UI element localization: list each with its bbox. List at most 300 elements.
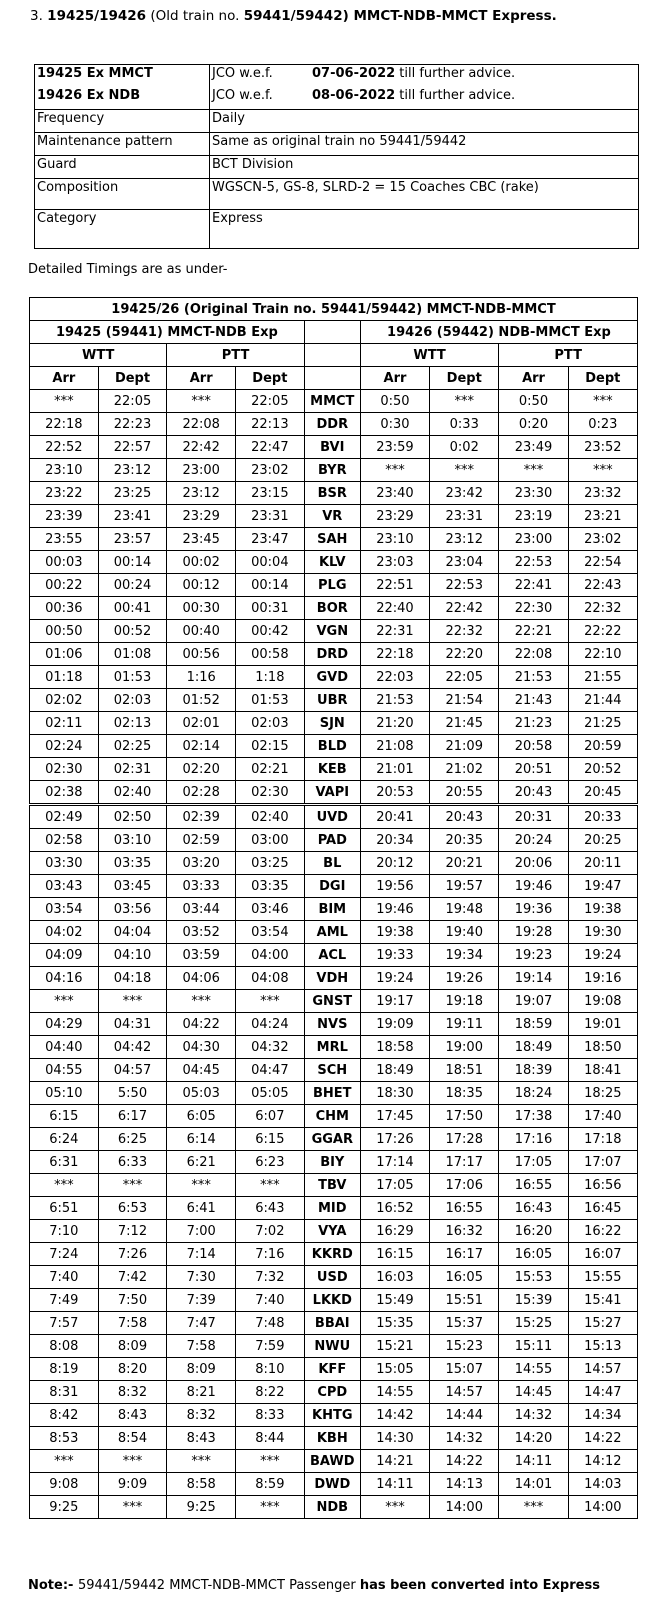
up-ptt-arr: 18:49 — [499, 1036, 568, 1059]
down-wtt-arr: 00:03 — [30, 551, 99, 574]
table-row — [30, 712, 638, 735]
up-ptt-arr: 19:14 — [499, 967, 568, 990]
station-code: DRD — [304, 643, 360, 666]
up-ptt-dept: 16:07 — [568, 1243, 637, 1266]
down-wtt-arr: 22:18 — [30, 413, 99, 436]
up-ptt-dept: 14:47 — [568, 1381, 637, 1404]
up-ptt-dept: 18:41 — [568, 1059, 637, 1082]
down-ptt-dept: 00:14 — [236, 574, 305, 597]
up-wtt-dept: 16:17 — [430, 1243, 499, 1266]
page-title: 3. 19425/19426 (Old train no. 59441/59442) MMCT-NDB-MMCT Express. — [30, 8, 557, 24]
down-wtt-dept: 23:41 — [98, 505, 167, 528]
station-code: AML — [304, 921, 360, 944]
up-wtt-arr: 19:33 — [360, 944, 429, 967]
station-code: DDR — [304, 413, 360, 436]
station-code: BIY — [304, 1151, 360, 1174]
down-ptt-dept: 00:04 — [236, 551, 305, 574]
down-wtt-arr: 8:08 — [30, 1335, 99, 1358]
table-row — [30, 1335, 638, 1358]
station-code: ACL — [304, 944, 360, 967]
up-wtt-arr: 19:17 — [360, 990, 429, 1013]
up-wtt-arr: 22:51 — [360, 574, 429, 597]
down-ptt-arr: 02:28 — [167, 781, 236, 805]
down-ptt-dept: 6:15 — [236, 1128, 305, 1151]
station-code: BL — [304, 852, 360, 875]
up-ptt-dept: 19:24 — [568, 944, 637, 967]
down-ptt-dept: 02:21 — [236, 758, 305, 781]
down-wtt-arr: 02:38 — [30, 781, 99, 805]
up-ptt-arr: 17:38 — [499, 1105, 568, 1128]
down-ptt-dept: 23:31 — [236, 505, 305, 528]
station-code: BLD — [304, 735, 360, 758]
up-ptt-dept: 20:11 — [568, 852, 637, 875]
table-row — [30, 1174, 638, 1197]
table-row — [30, 1059, 638, 1082]
up-wtt-arr: 16:15 — [360, 1243, 429, 1266]
down-ptt-arr: 04:06 — [167, 967, 236, 990]
up-wtt-dept: 18:51 — [430, 1059, 499, 1082]
up-ptt-dept: 20:33 — [568, 805, 637, 829]
table-row — [30, 1381, 638, 1404]
down-wtt-arr: 02:58 — [30, 829, 99, 852]
down-ptt-dept: 04:08 — [236, 967, 305, 990]
down-wtt-dept: 7:26 — [98, 1243, 167, 1266]
station-code: GVD — [304, 666, 360, 689]
down-wtt-dept: 7:50 — [98, 1289, 167, 1312]
table-row — [30, 643, 638, 666]
up-wtt-dept: 17:28 — [430, 1128, 499, 1151]
down-wtt-dept: 01:08 — [98, 643, 167, 666]
down-ptt-arr: 8:43 — [167, 1427, 236, 1450]
down-wtt-dept: 01:53 — [98, 666, 167, 689]
up-ptt-dept: *** — [568, 390, 637, 413]
up-ptt-dept: 17:40 — [568, 1105, 637, 1128]
down-ptt-dept: 00:58 — [236, 643, 305, 666]
down-wtt-dept: 00:41 — [98, 597, 167, 620]
down-wtt-arr: 6:51 — [30, 1197, 99, 1220]
up-ptt-dept: 19:47 — [568, 875, 637, 898]
down-ptt-arr: 00:56 — [167, 643, 236, 666]
up-ptt-arr: *** — [499, 459, 568, 482]
up-wtt-arr: 21:20 — [360, 712, 429, 735]
station-code: SCH — [304, 1059, 360, 1082]
down-ptt-dept: 8:22 — [236, 1381, 305, 1404]
down-wtt-dept: 6:17 — [98, 1105, 167, 1128]
table-row — [30, 1358, 638, 1381]
down-wtt-arr: 00:50 — [30, 620, 99, 643]
down-ptt-dept: 7:02 — [236, 1220, 305, 1243]
right-ptt-header: PTT — [499, 344, 638, 367]
up-wtt-dept: 20:21 — [430, 852, 499, 875]
up-ptt-dept: 14:00 — [568, 1496, 637, 1519]
down-wtt-arr: 04:02 — [30, 921, 99, 944]
info-label: Composition — [35, 179, 210, 210]
up-wtt-arr: 15:49 — [360, 1289, 429, 1312]
down-ptt-arr: 02:20 — [167, 758, 236, 781]
down-wtt-dept: 6:53 — [98, 1197, 167, 1220]
up-ptt-arr: 19:36 — [499, 898, 568, 921]
up-wtt-dept: 19:34 — [430, 944, 499, 967]
down-ptt-dept: 8:33 — [236, 1404, 305, 1427]
up-ptt-arr: 22:21 — [499, 620, 568, 643]
table-row — [30, 1220, 638, 1243]
down-ptt-arr: 02:39 — [167, 805, 236, 829]
down-ptt-dept: 7:32 — [236, 1266, 305, 1289]
station-code: BOR — [304, 597, 360, 620]
train-19426-jco: JCO w.e.f. 08-06-2022 till further advice. — [210, 87, 639, 110]
up-ptt-arr: 17:16 — [499, 1128, 568, 1151]
up-wtt-dept: 19:26 — [430, 967, 499, 990]
down-ptt-arr: 23:12 — [167, 482, 236, 505]
down-wtt-dept: 04:42 — [98, 1036, 167, 1059]
down-wtt-arr: 22:52 — [30, 436, 99, 459]
down-ptt-arr: *** — [167, 1450, 236, 1473]
up-ptt-dept: 22:22 — [568, 620, 637, 643]
col-arr: Arr — [360, 367, 429, 390]
up-ptt-arr: 21:43 — [499, 689, 568, 712]
up-wtt-dept: 17:06 — [430, 1174, 499, 1197]
up-ptt-dept: 23:52 — [568, 436, 637, 459]
down-ptt-dept: 8:59 — [236, 1473, 305, 1496]
up-wtt-dept: 20:43 — [430, 805, 499, 829]
down-ptt-dept: 7:16 — [236, 1243, 305, 1266]
station-code: DWD — [304, 1473, 360, 1496]
up-wtt-dept: 15:51 — [430, 1289, 499, 1312]
table-row — [30, 1105, 638, 1128]
up-ptt-dept: 19:01 — [568, 1013, 637, 1036]
up-ptt-arr: 19:23 — [499, 944, 568, 967]
table-row — [30, 1243, 638, 1266]
down-wtt-dept: 5:50 — [98, 1082, 167, 1105]
info-label: Category — [35, 210, 210, 249]
table-row — [30, 852, 638, 875]
timings-body — [30, 390, 638, 1519]
down-wtt-arr: 6:31 — [30, 1151, 99, 1174]
down-wtt-arr: 7:49 — [30, 1289, 99, 1312]
down-ptt-dept: 00:42 — [236, 620, 305, 643]
down-ptt-dept: 02:15 — [236, 735, 305, 758]
up-wtt-arr: 16:29 — [360, 1220, 429, 1243]
table-row — [30, 1128, 638, 1151]
station-code: UBR — [304, 689, 360, 712]
down-wtt-dept: 03:56 — [98, 898, 167, 921]
down-ptt-dept: 04:47 — [236, 1059, 305, 1082]
down-wtt-arr: 7:24 — [30, 1243, 99, 1266]
up-wtt-dept: 21:54 — [430, 689, 499, 712]
up-ptt-arr: 20:51 — [499, 758, 568, 781]
table-row — [30, 781, 638, 805]
down-wtt-arr: 04:29 — [30, 1013, 99, 1036]
table-row — [30, 390, 638, 413]
down-ptt-arr: 8:21 — [167, 1381, 236, 1404]
down-ptt-dept: 22:47 — [236, 436, 305, 459]
info-label: Maintenance pattern — [35, 133, 210, 156]
up-ptt-arr: 16:55 — [499, 1174, 568, 1197]
table-row — [30, 758, 638, 781]
up-wtt-arr: *** — [360, 1496, 429, 1519]
up-wtt-dept: 17:50 — [430, 1105, 499, 1128]
down-wtt-dept: 9:09 — [98, 1473, 167, 1496]
up-wtt-dept: 21:02 — [430, 758, 499, 781]
table-row — [30, 898, 638, 921]
table-row — [30, 944, 638, 967]
down-ptt-arr: 01:52 — [167, 689, 236, 712]
up-wtt-arr: 20:34 — [360, 829, 429, 852]
up-ptt-dept: 23:32 — [568, 482, 637, 505]
down-wtt-dept: 02:03 — [98, 689, 167, 712]
up-ptt-dept: 23:02 — [568, 528, 637, 551]
down-ptt-dept: 03:25 — [236, 852, 305, 875]
up-ptt-arr: 19:07 — [499, 990, 568, 1013]
station-code: KFF — [304, 1358, 360, 1381]
right-train-title: 19426 (59442) NDB-MMCT Exp — [360, 321, 637, 344]
station-code: BYR — [304, 459, 360, 482]
down-wtt-dept: 22:05 — [98, 390, 167, 413]
down-wtt-arr: 7:10 — [30, 1220, 99, 1243]
down-wtt-dept: 6:33 — [98, 1151, 167, 1174]
down-wtt-dept: 03:10 — [98, 829, 167, 852]
down-wtt-arr: 02:11 — [30, 712, 99, 735]
up-ptt-arr: 22:08 — [499, 643, 568, 666]
up-ptt-dept: 21:55 — [568, 666, 637, 689]
up-wtt-arr: 20:41 — [360, 805, 429, 829]
up-ptt-arr: 21:53 — [499, 666, 568, 689]
up-ptt-arr: 20:31 — [499, 805, 568, 829]
up-ptt-arr: 15:39 — [499, 1289, 568, 1312]
down-ptt-arr: 02:14 — [167, 735, 236, 758]
down-wtt-dept: 02:50 — [98, 805, 167, 829]
up-ptt-dept: 14:03 — [568, 1473, 637, 1496]
up-ptt-dept: 22:32 — [568, 597, 637, 620]
table-row — [30, 528, 638, 551]
station-code: KKRD — [304, 1243, 360, 1266]
down-ptt-arr: 04:45 — [167, 1059, 236, 1082]
station-code: GGAR — [304, 1128, 360, 1151]
down-ptt-dept: 03:35 — [236, 875, 305, 898]
table-row — [30, 1404, 638, 1427]
up-ptt-dept: 19:30 — [568, 921, 637, 944]
table-row — [30, 990, 638, 1013]
up-wtt-dept: 16:55 — [430, 1197, 499, 1220]
down-wtt-dept: 04:10 — [98, 944, 167, 967]
timings-table — [29, 297, 638, 1519]
station-code: NDB — [304, 1496, 360, 1519]
station-code: KLV — [304, 551, 360, 574]
table-row — [30, 829, 638, 852]
station-code: BIM — [304, 898, 360, 921]
up-wtt-dept: 23:42 — [430, 482, 499, 505]
table-row — [30, 666, 638, 689]
table-row — [30, 967, 638, 990]
up-wtt-arr: 23:29 — [360, 505, 429, 528]
info-row-guard — [35, 156, 639, 179]
up-ptt-dept: 17:07 — [568, 1151, 637, 1174]
up-ptt-arr: 15:11 — [499, 1335, 568, 1358]
station-code: BAWD — [304, 1450, 360, 1473]
up-wtt-arr: 19:24 — [360, 967, 429, 990]
timings-title: 19425/26 (Original Train no. 59441/59442) MMCT-NDB-MMCT — [30, 298, 638, 321]
down-ptt-arr: 03:59 — [167, 944, 236, 967]
up-ptt-dept: 17:18 — [568, 1128, 637, 1151]
table-row — [30, 805, 638, 829]
station-code: UVD — [304, 805, 360, 829]
up-ptt-dept: 21:25 — [568, 712, 637, 735]
down-ptt-arr: 8:09 — [167, 1358, 236, 1381]
down-ptt-dept: 6:43 — [236, 1197, 305, 1220]
up-ptt-arr: 20:58 — [499, 735, 568, 758]
down-wtt-dept: 00:24 — [98, 574, 167, 597]
col-dept: Dept — [430, 367, 499, 390]
up-ptt-dept: 23:21 — [568, 505, 637, 528]
table-row — [30, 1036, 638, 1059]
up-wtt-arr: 20:12 — [360, 852, 429, 875]
up-wtt-dept: 22:05 — [430, 666, 499, 689]
up-wtt-arr: 23:03 — [360, 551, 429, 574]
table-row — [30, 1473, 638, 1496]
up-wtt-dept: *** — [430, 390, 499, 413]
down-wtt-dept: *** — [98, 990, 167, 1013]
station-code: KEB — [304, 758, 360, 781]
up-ptt-dept: 15:55 — [568, 1266, 637, 1289]
down-ptt-arr: *** — [167, 1174, 236, 1197]
station-code: USD — [304, 1266, 360, 1289]
down-ptt-arr: 7:00 — [167, 1220, 236, 1243]
down-wtt-dept: 23:12 — [98, 459, 167, 482]
up-wtt-dept: 19:00 — [430, 1036, 499, 1059]
down-ptt-arr: 03:20 — [167, 852, 236, 875]
up-ptt-arr: 14:55 — [499, 1358, 568, 1381]
down-ptt-dept: 1:18 — [236, 666, 305, 689]
up-ptt-dept: 16:45 — [568, 1197, 637, 1220]
info-row-19425 — [35, 65, 639, 88]
down-ptt-arr: 00:02 — [167, 551, 236, 574]
down-wtt-dept: 04:18 — [98, 967, 167, 990]
table-row — [30, 875, 638, 898]
up-wtt-arr: 23:40 — [360, 482, 429, 505]
up-wtt-dept: 0:02 — [430, 436, 499, 459]
up-ptt-dept: 19:38 — [568, 898, 637, 921]
table-row — [30, 574, 638, 597]
down-wtt-dept: 00:14 — [98, 551, 167, 574]
col-dept: Dept — [98, 367, 167, 390]
station-code: VR — [304, 505, 360, 528]
down-ptt-dept: 22:13 — [236, 413, 305, 436]
down-wtt-arr: 23:22 — [30, 482, 99, 505]
down-wtt-dept: *** — [98, 1450, 167, 1473]
info-label: Guard — [35, 156, 210, 179]
up-ptt-dept: 22:54 — [568, 551, 637, 574]
up-wtt-dept: 23:12 — [430, 528, 499, 551]
down-ptt-dept: 04:24 — [236, 1013, 305, 1036]
station-code: CHM — [304, 1105, 360, 1128]
up-wtt-dept: 21:45 — [430, 712, 499, 735]
down-wtt-arr: *** — [30, 1174, 99, 1197]
down-wtt-arr: 04:40 — [30, 1036, 99, 1059]
down-ptt-arr: *** — [167, 390, 236, 413]
up-ptt-arr: 16:20 — [499, 1220, 568, 1243]
up-ptt-dept: 15:41 — [568, 1289, 637, 1312]
up-ptt-arr: 22:53 — [499, 551, 568, 574]
down-ptt-dept: 23:15 — [236, 482, 305, 505]
timings-intro: Detailed Timings are as under- — [28, 262, 228, 277]
table-row — [30, 436, 638, 459]
down-ptt-arr: 8:32 — [167, 1404, 236, 1427]
station-code: DGI — [304, 875, 360, 898]
station-code: VGN — [304, 620, 360, 643]
down-ptt-arr: 02:01 — [167, 712, 236, 735]
down-wtt-dept: 04:31 — [98, 1013, 167, 1036]
down-ptt-dept: 7:40 — [236, 1289, 305, 1312]
up-wtt-arr: 19:46 — [360, 898, 429, 921]
station-code: GNST — [304, 990, 360, 1013]
station-code: BBAI — [304, 1312, 360, 1335]
up-ptt-dept: 0:23 — [568, 413, 637, 436]
up-wtt-arr: 17:14 — [360, 1151, 429, 1174]
down-wtt-arr: 8:31 — [30, 1381, 99, 1404]
up-ptt-arr: 21:23 — [499, 712, 568, 735]
down-wtt-arr: 9:25 — [30, 1496, 99, 1519]
down-wtt-arr: 23:10 — [30, 459, 99, 482]
station-code: PLG — [304, 574, 360, 597]
up-wtt-dept: 14:00 — [430, 1496, 499, 1519]
down-wtt-arr: 02:49 — [30, 805, 99, 829]
down-wtt-dept: 23:25 — [98, 482, 167, 505]
down-ptt-dept: *** — [236, 1496, 305, 1519]
up-wtt-dept: 22:42 — [430, 597, 499, 620]
down-ptt-dept: 8:44 — [236, 1427, 305, 1450]
down-ptt-arr: 1:16 — [167, 666, 236, 689]
up-wtt-arr: 18:30 — [360, 1082, 429, 1105]
up-wtt-arr: 18:58 — [360, 1036, 429, 1059]
up-ptt-arr: 22:41 — [499, 574, 568, 597]
train-19425-label: 19425 Ex MMCT — [35, 65, 210, 88]
col-station-blank — [304, 367, 360, 390]
down-ptt-arr: 04:22 — [167, 1013, 236, 1036]
table-row — [30, 1427, 638, 1450]
up-ptt-dept: 19:16 — [568, 967, 637, 990]
down-wtt-dept: *** — [98, 1496, 167, 1519]
up-ptt-arr: 14:20 — [499, 1427, 568, 1450]
up-wtt-arr: 22:40 — [360, 597, 429, 620]
up-ptt-arr: 20:06 — [499, 852, 568, 875]
up-ptt-arr: 0:50 — [499, 390, 568, 413]
down-wtt-arr: 00:22 — [30, 574, 99, 597]
up-ptt-arr: 14:32 — [499, 1404, 568, 1427]
down-wtt-dept: 03:35 — [98, 852, 167, 875]
station-code: MRL — [304, 1036, 360, 1059]
down-wtt-arr: 8:42 — [30, 1404, 99, 1427]
down-wtt-arr: 02:30 — [30, 758, 99, 781]
down-ptt-arr: 6:41 — [167, 1197, 236, 1220]
up-ptt-arr: 14:45 — [499, 1381, 568, 1404]
up-ptt-dept: 22:43 — [568, 574, 637, 597]
up-wtt-arr: 15:05 — [360, 1358, 429, 1381]
up-ptt-dept: 21:44 — [568, 689, 637, 712]
up-wtt-dept: 21:09 — [430, 735, 499, 758]
up-wtt-dept: 15:07 — [430, 1358, 499, 1381]
up-wtt-arr: 16:03 — [360, 1266, 429, 1289]
down-ptt-arr: 7:14 — [167, 1243, 236, 1266]
down-wtt-arr: 02:24 — [30, 735, 99, 758]
col-arr: Arr — [167, 367, 236, 390]
down-wtt-dept: 02:31 — [98, 758, 167, 781]
down-wtt-arr: 01:06 — [30, 643, 99, 666]
up-ptt-arr: 17:05 — [499, 1151, 568, 1174]
up-ptt-dept: 20:25 — [568, 829, 637, 852]
up-wtt-arr: *** — [360, 459, 429, 482]
col-dept: Dept — [568, 367, 637, 390]
down-ptt-dept: *** — [236, 990, 305, 1013]
